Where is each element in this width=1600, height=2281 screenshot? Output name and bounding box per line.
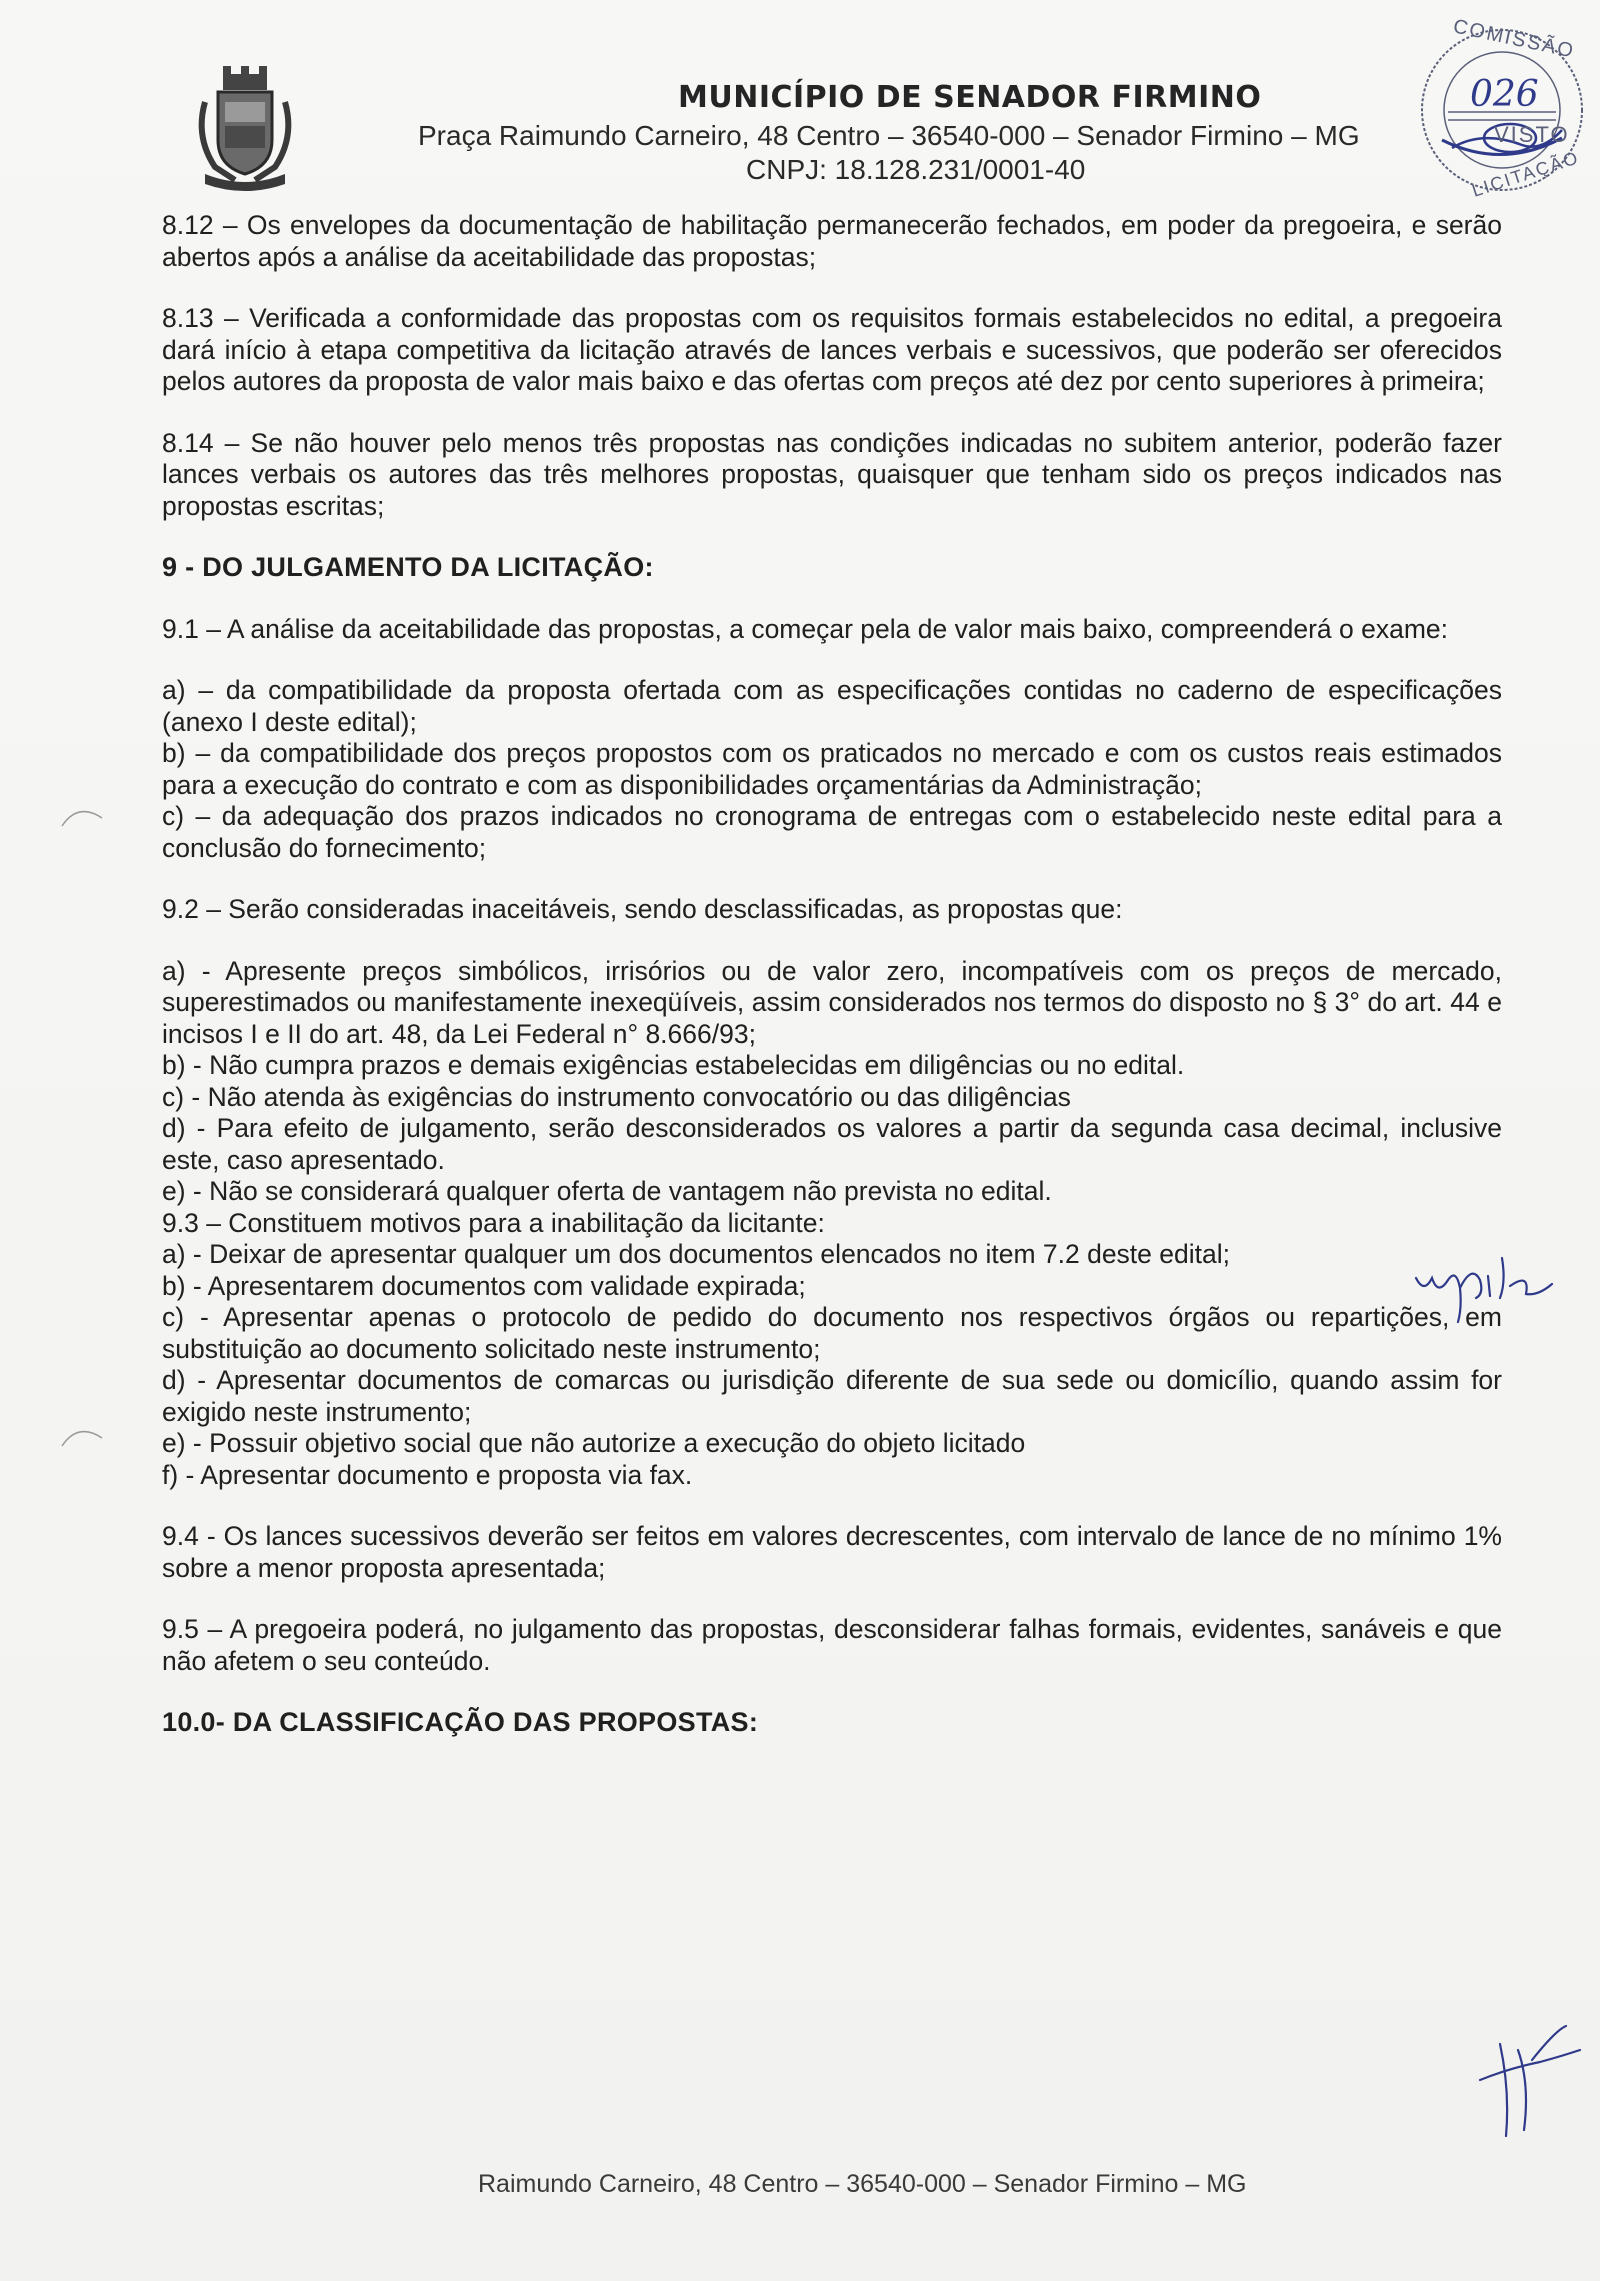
municipal-crest-icon xyxy=(185,62,305,192)
rubric-signature-icon xyxy=(1470,2020,1590,2140)
clause-8-14: 8.14 – Se não houver pelo menos três propostas nas condições indicadas no subitem anterior, poderão fazer lances verbais os autores das três melhores propostas, quaisquer que tenham sido os preços indicados nas propostas escritas; xyxy=(162,427,1502,521)
footer-address: Raimundo Carneiro, 48 Centro – 36540-000 – Senador Firmino – MG xyxy=(478,2170,1247,2198)
clause-9-3-a: a) - Deixar de apresentar qualquer um dos documentos elencados no item 7.2 deste edital; xyxy=(162,1239,1230,1269)
clause-9-4: 9.4 - Os lances sucessivos deverão ser feitos em valores decrescentes, com intervalo de lance de no mínimo 1% sobre a menor proposta apresentada; xyxy=(162,1521,1502,1583)
stamp-ring-top: COMISSÃO xyxy=(1451,15,1577,63)
municipality-title: MUNICÍPIO DE SENADOR FIRMINO xyxy=(678,80,1262,115)
header-cnpj: CNPJ: 18.128.231/0001-40 xyxy=(746,154,1086,185)
section-heading-10: 10.0- DA CLASSIFICAÇÃO DAS PROPOSTAS: xyxy=(162,1707,759,1737)
clause-9-1-c: c) – da adequação dos prazos indicados no cronograma de entregas com o estabelecido neste edital para a conclusão do fornecimento; xyxy=(162,801,1502,863)
clause-9-3-e: e) - Possuir objetivo social que não autorize a execução do objeto licitado xyxy=(162,1428,1026,1458)
section-heading-9: 9 - DO JULGAMENTO DA LICITAÇÃO: xyxy=(162,552,654,582)
margin-mark-icon xyxy=(58,800,108,830)
clause-9-5: 9.5 – A pregoeira poderá, no julgamento das propostas, desconsiderar falhas formais, evidentes, sanáveis e que não afetem o seu conteúdo. xyxy=(162,1614,1502,1676)
clause-9-2-c: c) - Não atenda às exigências do instrumento convocatório ou das diligências xyxy=(162,1081,1071,1112)
clause-8-12: 8.12 – Os envelopes da documentação de habilitação permanecerão fechados, em poder da pregoeira, e serão abertos após a análise da aceitabilidade das propostas; xyxy=(162,210,1502,272)
clause-9-3-c: c) - Apresentar apenas o protocolo de pedido do documento nos respectivos órgãos ou repartições, em substituição ao documento solicitado neste instrumento; xyxy=(162,1302,1502,1364)
handwritten-signature-icon xyxy=(1410,1238,1560,1328)
clause-9-2-e: e) - Não se considerará qualquer oferta de vantagem não prevista no edital. xyxy=(162,1176,1052,1206)
stamp-visto: VISTO xyxy=(1494,122,1570,147)
header-address: Praça Raimundo Carneiro, 48 Centro – 36540-000 – Senador Firmino – MG xyxy=(418,120,1360,151)
stamp-page-number: 026 xyxy=(1470,74,1539,115)
stamp-ring-bottom: LICITAÇÃO xyxy=(1469,147,1582,201)
clause-9-3-f: f) - Apresentar documento e proposta via fax. xyxy=(162,1459,693,1490)
margin-mark-icon xyxy=(58,1420,108,1450)
clause-9-1-a: a) – da compatibilidade da proposta ofertada com as especificações contidas no caderno de especificações (anexo I deste edital); xyxy=(162,675,1502,737)
clause-9-2-a: a) - Apresente preços simbólicos, irrisórios ou de valor zero, incompatíveis com os preços de mercado, superestimados ou manifestamente inexeqüíveis, assim considerados nos termos do disposto no § 3° do art. 44 e incisos I e II do art. 48, da Lei Federal n° 8.666/93; xyxy=(162,955,1502,1049)
clause-9-2-d: d) - Para efeito de julgamento, serão desconsiderados os valores a partir da segunda casa decimal, inclusive este, caso apresentado. xyxy=(162,1113,1502,1175)
clause-9-2: 9.2 – Serão consideradas inaceitáveis, sendo desclassificadas, as propostas que: xyxy=(162,894,1123,924)
clause-8-13: 8.13 – Verificada a conformidade das propostas com os requisitos formais estabelecidos no edital, a pregoeira dará início à etapa competitiva da licitação através de lances verbais e sucessivos, que poderão ser oferecidos pelos autores da proposta de valor mais baixo e das ofertas com preços até dez por cento superiores à primeira; xyxy=(162,303,1502,396)
document-body xyxy=(162,210,1502,1739)
clause-9-3: 9.3 – Constituem motivos para a inabilitação da licitante: xyxy=(162,1207,825,1238)
clause-9-3-d: d) - Apresentar documentos de comarcas ou jurisdição diferente de sua sede ou domicílio, quando assim for exigido neste instrumento; xyxy=(162,1365,1502,1427)
clause-9-1: 9.1 – A análise da aceitabilidade das propostas, a começar pela de valor mais baixo, compreenderá o exame: xyxy=(162,613,1449,644)
clause-9-2-b: b) - Não cumpra prazos e demais exigências estabelecidas em diligências ou no edital. xyxy=(162,1050,1185,1080)
clause-9-3-b: b) - Apresentarem documentos com validade expirada; xyxy=(162,1270,806,1301)
clause-9-1-b: b) – da compatibilidade dos preços propostos com os praticados no mercado e com os custos reais estimados para a execução do contrato e com as disponibilidades orçamentárias da Administração; xyxy=(162,738,1502,800)
